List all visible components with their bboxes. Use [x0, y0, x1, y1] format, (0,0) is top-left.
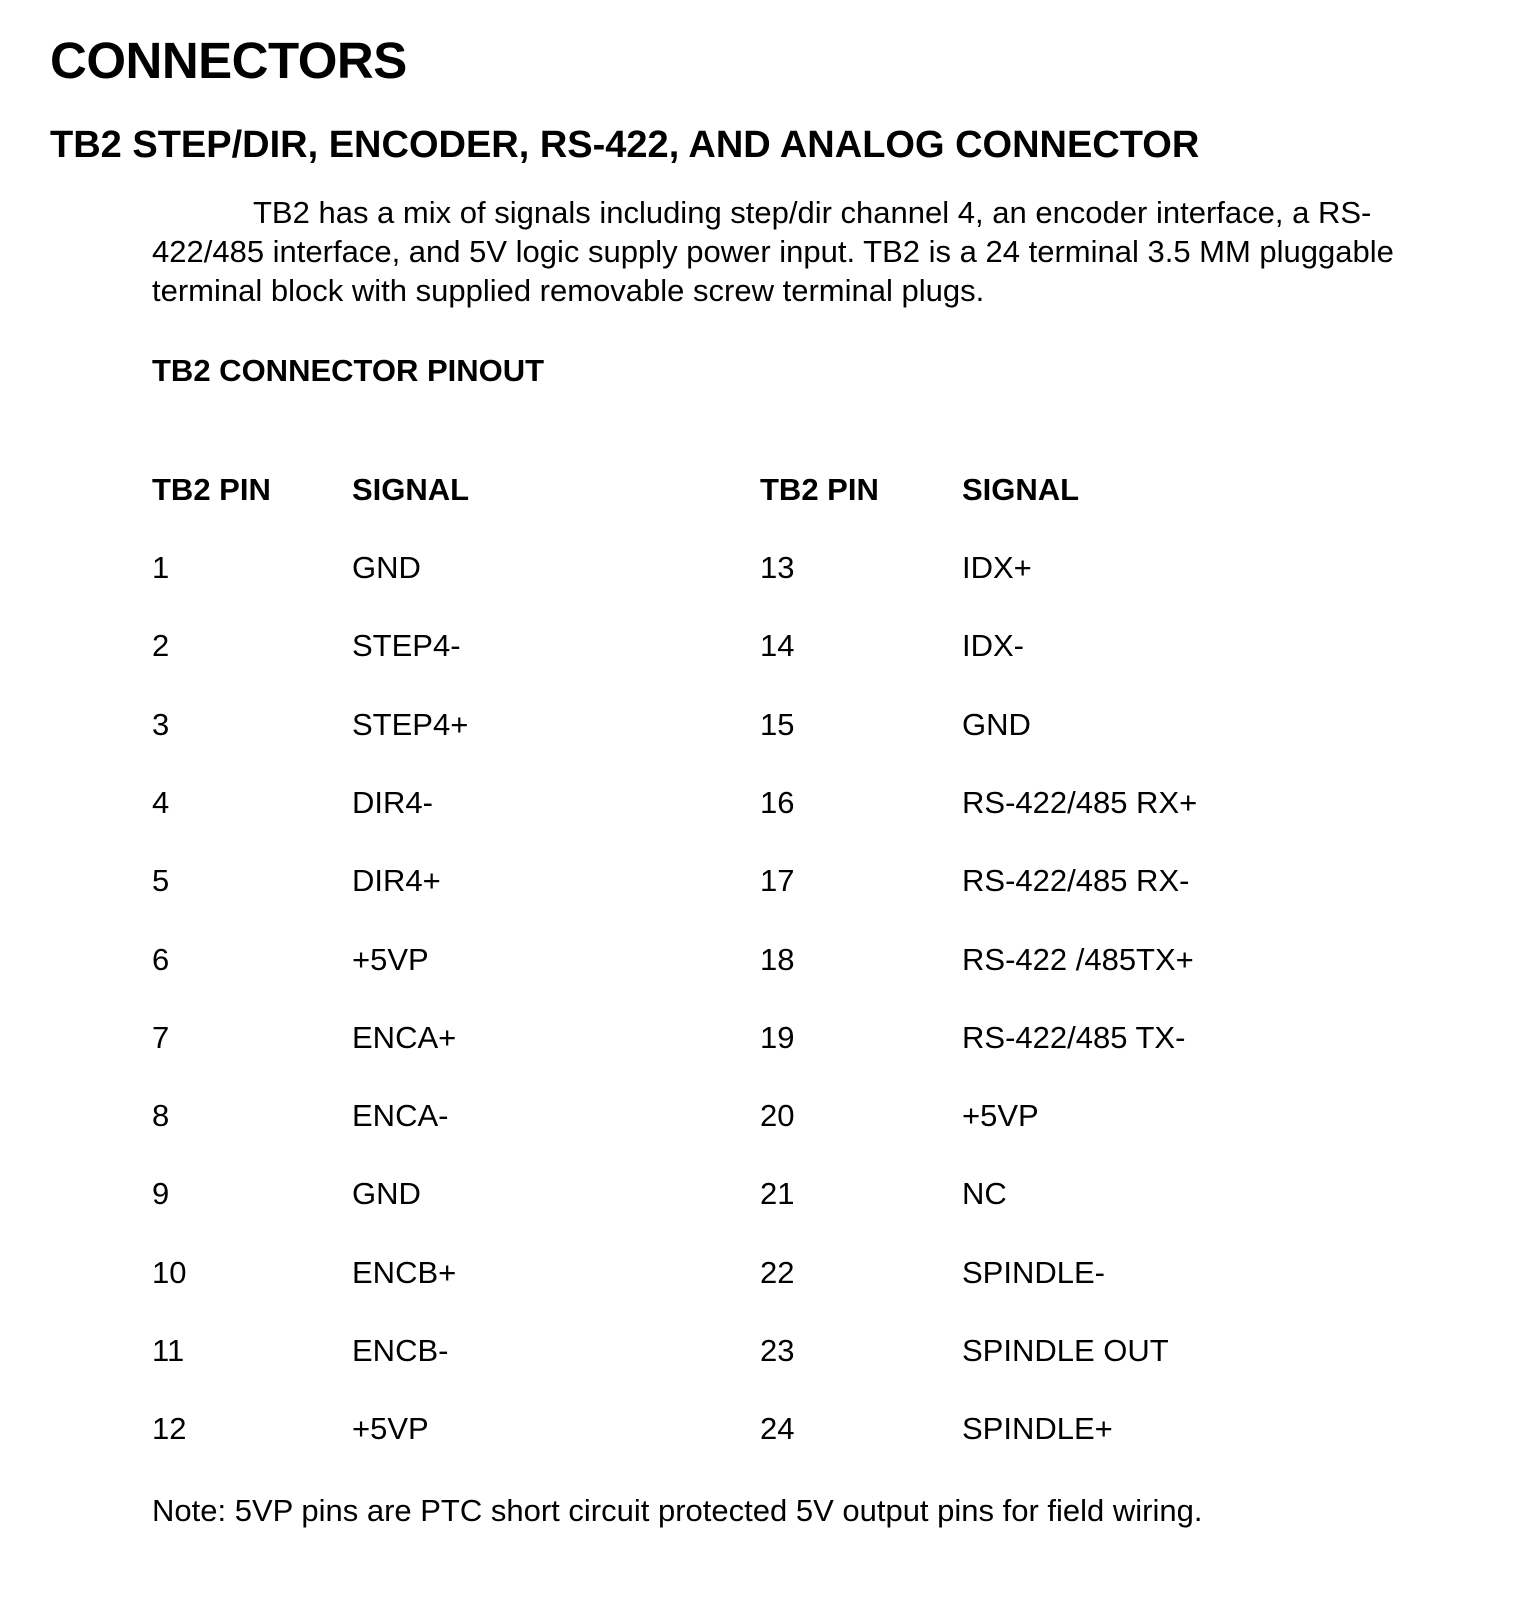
- table-cell-pin-number-right: 23: [760, 1333, 795, 1368]
- table-cell-signal-right: SPINDLE-: [962, 1255, 1105, 1290]
- table-cell-pin-number-right: 17: [760, 863, 795, 898]
- column-header-signal-right: SIGNAL: [962, 472, 1080, 507]
- table-cell-signal-right: IDX-: [962, 628, 1024, 663]
- table-cell-signal-left: STEP4-: [352, 628, 461, 663]
- table-cell-pin-number-right: 14: [760, 628, 795, 663]
- page-title: CONNECTORS: [50, 32, 407, 89]
- table-cell-signal-left: ENCA-: [352, 1098, 449, 1133]
- table-cell-signal-right: RS-422/485 TX-: [962, 1020, 1186, 1055]
- table-cell-signal-right: RS-422 /485TX+: [962, 942, 1194, 977]
- table-cell-pin-number-left: 4: [152, 785, 170, 820]
- table-cell-pin-number-right: 19: [760, 1020, 795, 1055]
- table-cell-signal-right: +5VP: [962, 1098, 1039, 1133]
- table-cell-signal-right: SPINDLE+: [962, 1411, 1113, 1446]
- table-cell-pin-number-right: 21: [760, 1176, 795, 1211]
- table-cell-pin-number-right: 16: [760, 785, 795, 820]
- section-title: TB2 STEP/DIR, ENCODER, RS-422, AND ANALOG CONNECTOR: [50, 124, 1200, 166]
- table-cell-pin-number-right: 24: [760, 1411, 795, 1446]
- footnote: Note: 5VP pins are PTC short circuit protected 5V output pins for field wiring.: [152, 1493, 1203, 1528]
- table-cell-signal-right: RS-422/485 RX-: [962, 863, 1190, 898]
- table-cell-signal-left: DIR4-: [352, 785, 433, 820]
- pinout-title: TB2 CONNECTOR PINOUT: [152, 353, 545, 388]
- table-cell-pin-number-right: 20: [760, 1098, 795, 1133]
- table-cell-pin-number-left: 10: [152, 1255, 187, 1290]
- table-cell-signal-left: ENCB-: [352, 1333, 449, 1368]
- table-cell-pin-number-right: 13: [760, 550, 795, 585]
- table-cell-pin-number-right: 15: [760, 707, 795, 742]
- table-cell-signal-right: SPINDLE OUT: [962, 1333, 1169, 1368]
- table-cell-pin-number-left: 11: [152, 1333, 185, 1368]
- column-header-signal-left: SIGNAL: [352, 472, 470, 507]
- table-cell-signal-left: ENCB+: [352, 1255, 457, 1290]
- intro-paragraph: TB2 has a mix of signals including step/dir channel 4, an encoder interface, a RS-422/485 interface, and 5V logic supply power input. TB2 is a 24 terminal 3.5 MM pluggable terminal block with supplied removable screw terminal plugs.: [152, 195, 1394, 308]
- table-cell-pin-number-left: 12: [152, 1411, 187, 1446]
- table-cell-signal-left: GND: [352, 1176, 421, 1211]
- table-cell-signal-left: ENCA+: [352, 1020, 457, 1055]
- table-cell-pin-number-left: 6: [152, 942, 170, 977]
- table-cell-signal-left: +5VP: [352, 1411, 429, 1446]
- table-cell-signal-right: GND: [962, 707, 1031, 742]
- table-cell-signal-left: STEP4+: [352, 707, 469, 742]
- table-cell-pin-number-right: 22: [760, 1255, 795, 1290]
- table-cell-pin-number-left: 7: [152, 1020, 170, 1055]
- table-cell-pin-number-left: 3: [152, 707, 170, 742]
- table-cell-signal-right: RS-422/485 RX+: [962, 785, 1198, 820]
- table-cell-signal-left: DIR4+: [352, 863, 441, 898]
- table-cell-signal-left: GND: [352, 550, 421, 585]
- table-cell-pin-number-left: 8: [152, 1098, 170, 1133]
- table-cell-pin-number-right: 18: [760, 942, 795, 977]
- column-header-pin-number-left: TB2 PIN: [152, 472, 271, 507]
- table-cell-signal-right: NC: [962, 1176, 1007, 1211]
- table-cell-pin-number-left: 1: [152, 550, 170, 585]
- table-cell-signal-left: +5VP: [352, 942, 429, 977]
- table-cell-pin-number-left: 9: [152, 1176, 170, 1211]
- table-cell-pin-number-left: 5: [152, 863, 170, 898]
- table-cell-pin-number-left: 2: [152, 628, 170, 663]
- table-cell-signal-right: IDX+: [962, 550, 1032, 585]
- column-header-pin-number-right: TB2 PIN: [760, 472, 879, 507]
